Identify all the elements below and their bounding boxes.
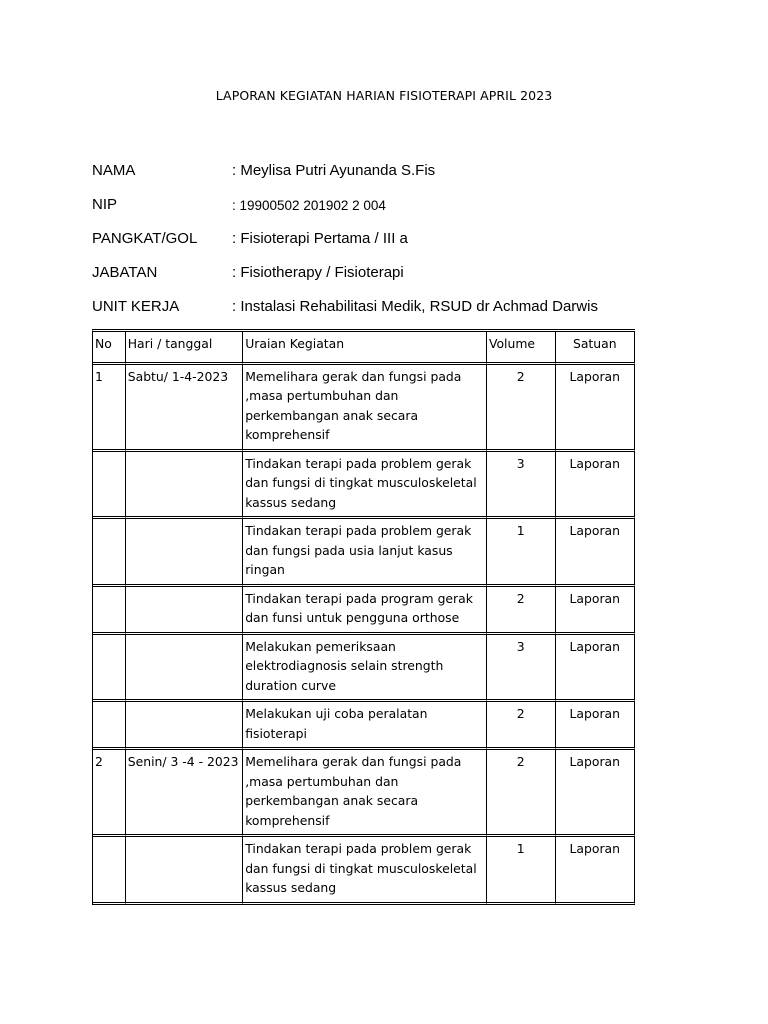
cell-desc: Melakukan pemeriksaan elektrodiagnosis selain strength duration curve	[243, 635, 487, 703]
table-row	[93, 452, 635, 520]
info-label: JABATAN	[92, 264, 158, 281]
info-value: : Meylisa Putri Ayunanda S.Fis	[232, 162, 436, 179]
cell-volume: 2	[487, 750, 556, 837]
info-row-nip	[92, 194, 692, 228]
cell-desc: Tindakan terapi pada problem gerak dan fungsi di tingkat musculoskeletal kassus sedang	[243, 837, 487, 905]
cell-day	[126, 837, 243, 905]
cell-desc: Tindakan terapi pada problem gerak dan fungsi di tingkat musculoskeletal kassus sedang	[243, 452, 487, 520]
cell-desc: Tindakan terapi pada program gerak dan funsi untuk pengguna orthose	[243, 587, 487, 635]
info-value: : 19900502 201902 2 004	[232, 198, 386, 213]
header-desc: Uraian Kegiatan	[243, 332, 487, 365]
info-row-pangkat	[92, 228, 692, 262]
cell-no	[93, 635, 126, 703]
table-row	[93, 587, 635, 635]
cell-day: Senin/ 3 -4 - 2023	[126, 750, 243, 837]
cell-volume: 2	[487, 365, 556, 452]
cell-no: 2	[93, 750, 126, 837]
table-row	[93, 750, 635, 837]
cell-unit: Laporan	[556, 519, 635, 587]
cell-unit: Laporan	[556, 635, 635, 703]
header-volume: Volume	[487, 332, 556, 365]
table-row	[93, 519, 635, 587]
cell-no	[93, 587, 126, 635]
table-header-row	[93, 332, 635, 365]
cell-unit: Laporan	[556, 452, 635, 520]
cell-no	[93, 837, 126, 905]
cell-volume: 1	[487, 837, 556, 905]
cell-unit: Laporan	[556, 750, 635, 837]
header-day: Hari / tanggal	[126, 332, 243, 365]
cell-no	[93, 519, 126, 587]
identity-section	[92, 160, 692, 330]
cell-day	[126, 702, 243, 750]
cell-unit: Laporan	[556, 702, 635, 750]
info-value: : Fisiotherapy / Fisioterapi	[232, 264, 404, 281]
cell-volume: 2	[487, 702, 556, 750]
cell-volume: 2	[487, 587, 556, 635]
info-label: PANGKAT/GOL	[92, 230, 198, 247]
header-no: No	[93, 332, 126, 365]
info-label: NIP	[92, 196, 118, 213]
cell-unit: Laporan	[556, 587, 635, 635]
cell-desc: Memelihara gerak dan fungsi pada ,masa pertumbuhan dan perkembangan anak secara komprehensif	[243, 365, 487, 452]
cell-no	[93, 702, 126, 750]
cell-volume: 1	[487, 519, 556, 587]
cell-desc: Melakukan uji coba peralatan fisioterapi	[243, 702, 487, 750]
info-label: NAMA	[92, 162, 136, 179]
cell-day	[126, 635, 243, 703]
cell-unit: Laporan	[556, 365, 635, 452]
info-row-unit-kerja	[92, 296, 692, 330]
cell-desc: Tindakan terapi pada problem gerak dan fungsi pada usia lanjut kasus ringan	[243, 519, 487, 587]
cell-day	[126, 519, 243, 587]
cell-day: Sabtu/ 1-4-2023	[126, 365, 243, 452]
info-row-nama	[92, 160, 692, 194]
cell-volume: 3	[487, 452, 556, 520]
activity-table	[92, 329, 635, 905]
document-title: LAPORAN KEGIATAN HARIAN FISIOTERAPI APRIL 2023	[215, 88, 553, 103]
cell-unit: Laporan	[556, 837, 635, 905]
cell-no	[93, 452, 126, 520]
cell-volume: 3	[487, 635, 556, 703]
table-row	[93, 365, 635, 452]
cell-day	[126, 587, 243, 635]
table-row	[93, 635, 635, 703]
cell-desc: Memelihara gerak dan fungsi pada ,masa pertumbuhan dan perkembangan anak secara komprehensif	[243, 750, 487, 837]
cell-day	[126, 452, 243, 520]
info-row-jabatan	[92, 262, 692, 296]
cell-no: 1	[93, 365, 126, 452]
info-label: UNIT KERJA	[92, 298, 180, 315]
table-row	[93, 837, 635, 905]
info-value: : Instalasi Rehabilitasi Medik, RSUD dr Achmad Darwis	[232, 298, 598, 315]
info-value: : Fisioterapi Pertama / III a	[232, 230, 408, 247]
table-row	[93, 702, 635, 750]
header-unit: Satuan	[556, 332, 635, 365]
